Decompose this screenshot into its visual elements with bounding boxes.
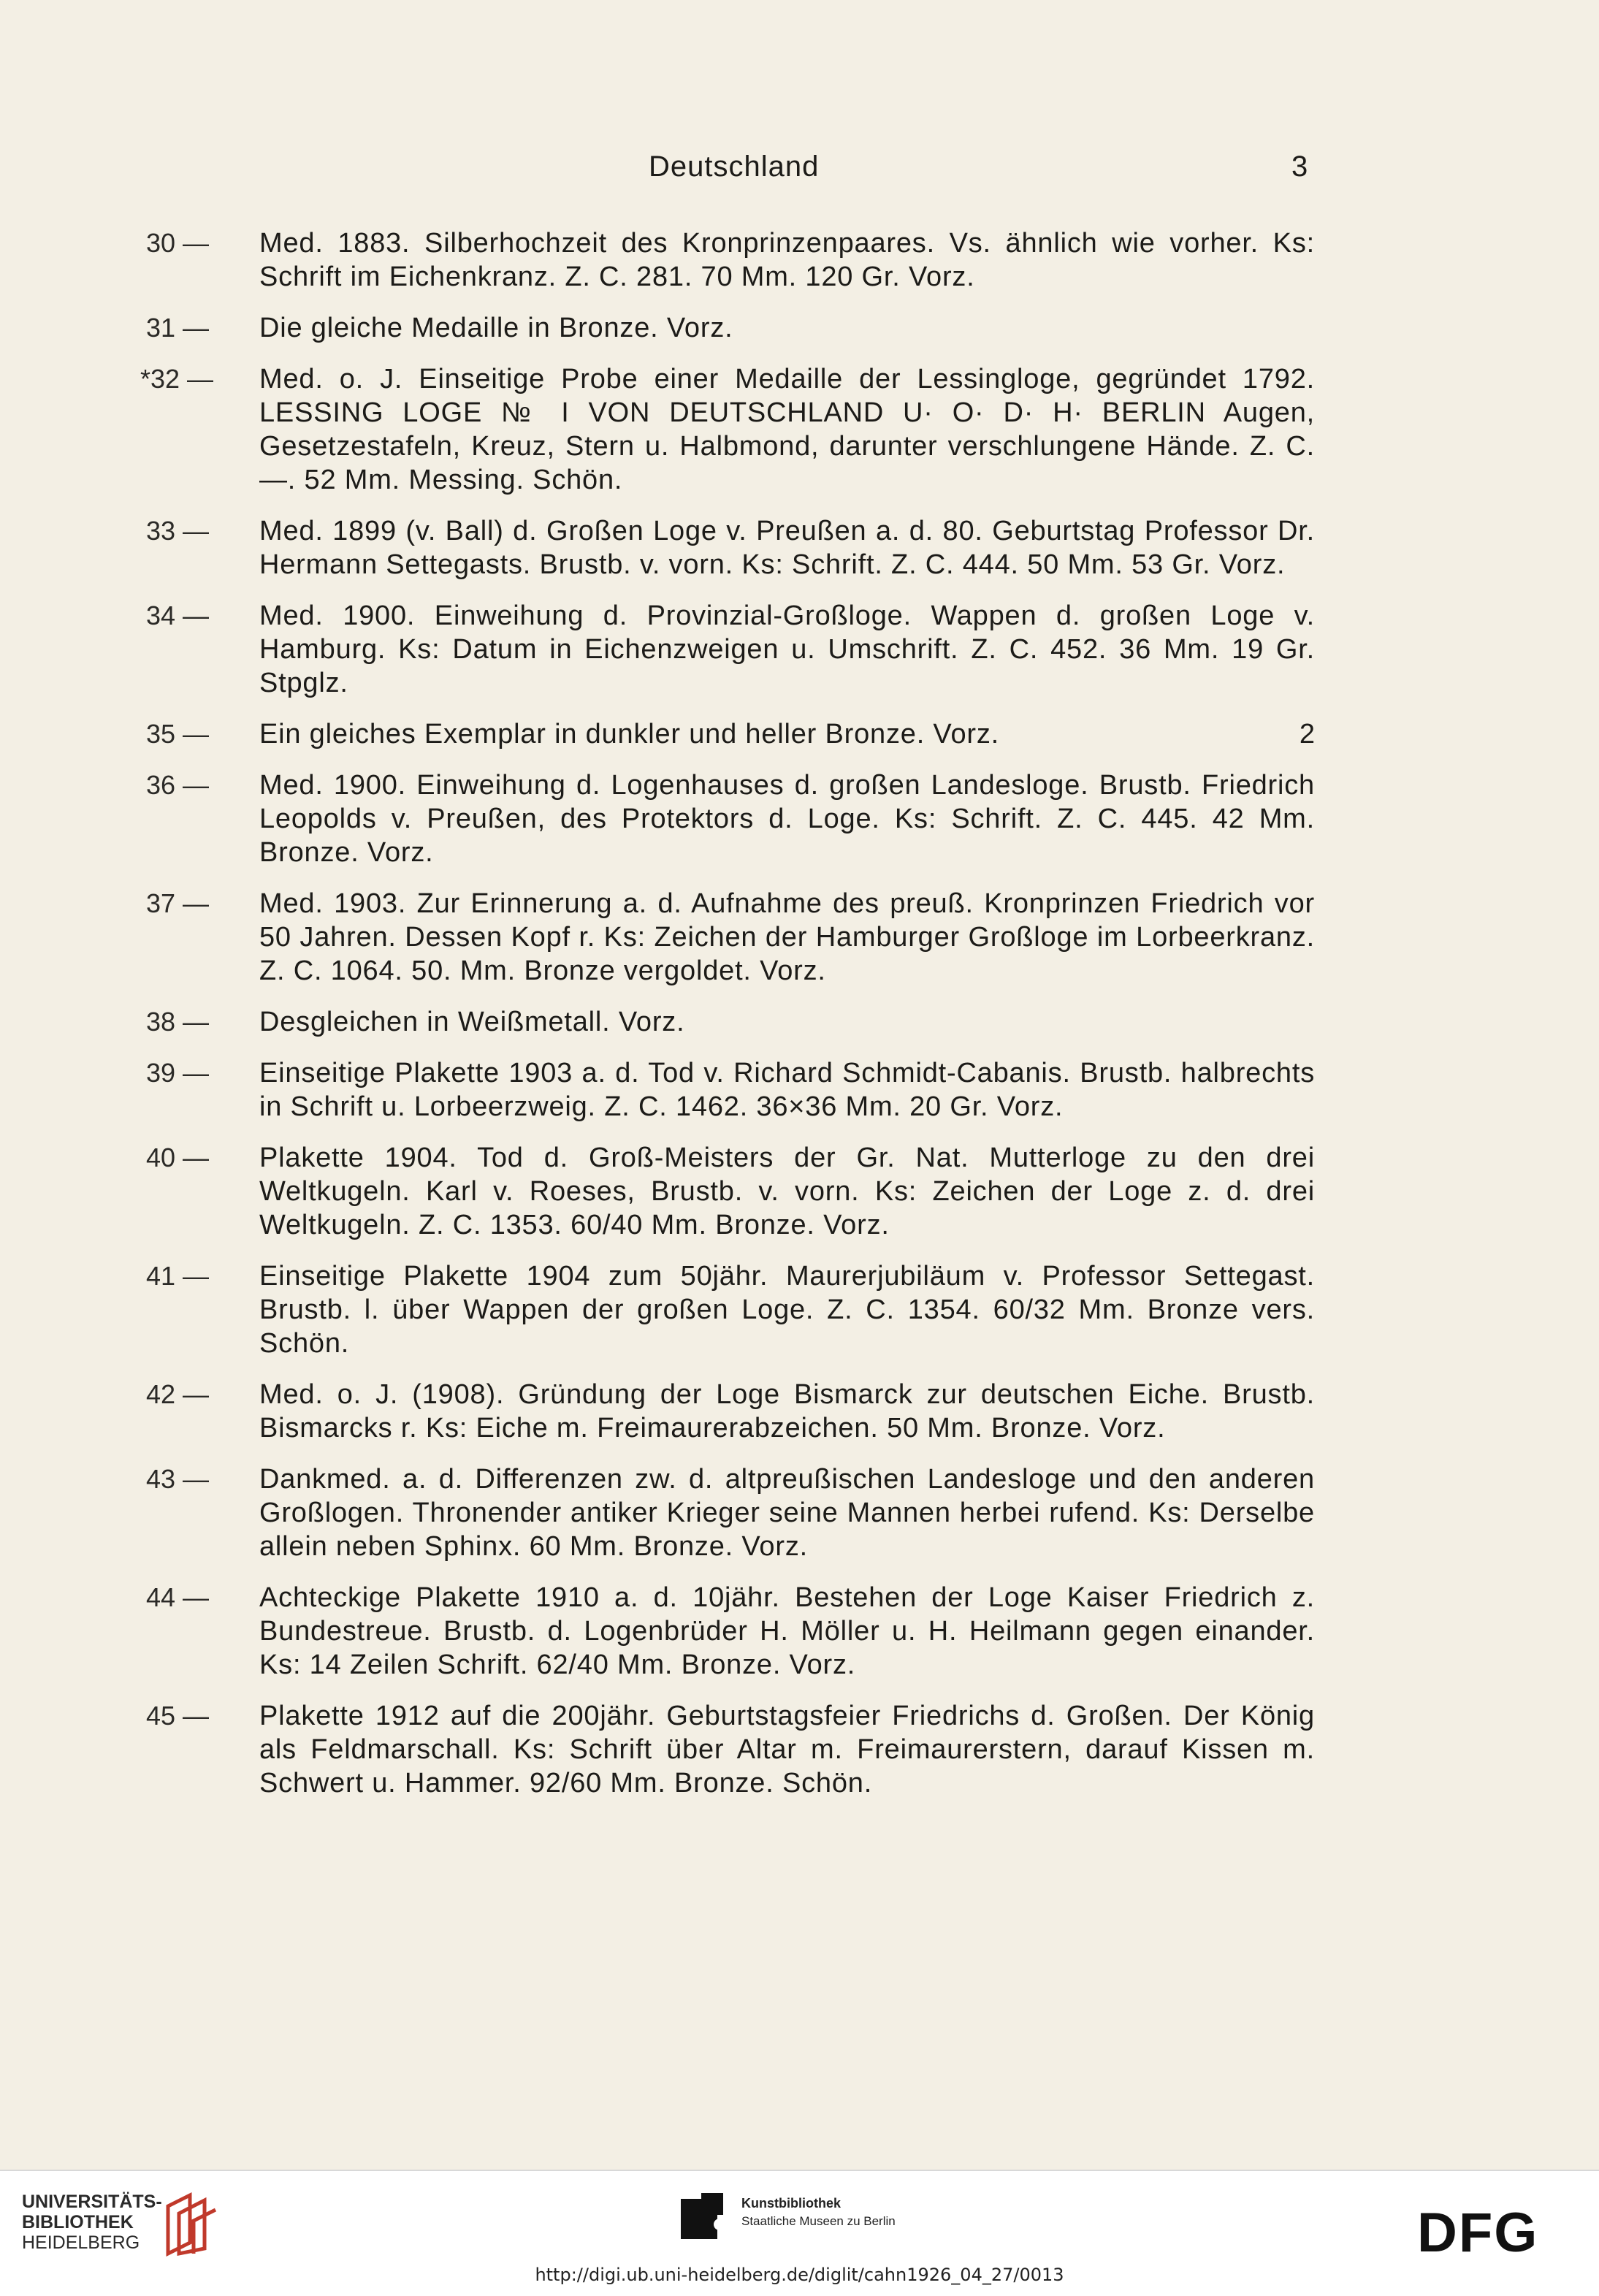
entry-text: Med. 1900. Einweihung d. Logenhauses d. großen Landesloge. Brustb. Friedrich Leopolds v. Preußen, des Protektors d. Loge. Ks: Schrift. Z. C. 445. 42 Mm. Bronze. Vorz. — [259, 770, 1315, 868]
entry-number: 38 — — [146, 1007, 210, 1037]
catalog-entry — [146, 1141, 1315, 1242]
entry-number: 45 — — [146, 1701, 210, 1731]
dfg-wordmark: DFG — [1417, 2208, 1539, 2259]
entry-number: 36 — — [146, 770, 210, 800]
entry-text: Plakette 1904. Tod d. Groß-Meisters der Gr. Nat. Mutterloge zu den drei Weltkugeln. Karl v. Roeses, Brustb. v. vorn. Ks: Zeichen der Loge z. d. drei Weltkugeln. Z. C. 1353. 60/40 Mm. Bronze. Vorz. — [259, 1143, 1315, 1240]
running-head — [0, 150, 1599, 194]
catalog-entry — [146, 1259, 1315, 1360]
catalog-entry — [146, 1056, 1315, 1124]
catalog-entry — [146, 1005, 1315, 1039]
entry-number: 39 — — [146, 1058, 210, 1088]
catalog-entry — [140, 362, 1315, 497]
kunstbibliothek-mark-icon — [679, 2192, 730, 2243]
kunstbibliothek-wordmark — [741, 2194, 896, 2230]
entry-number: 37 — — [146, 888, 210, 918]
entry-text: Med. 1900. Einweihung d. Provinzial-Großloge. Wappen d. großen Loge v. Hamburg. Ks: Datum in Eichenzweigen u. Umschrift. Z. C. 452. 36 Mm. 19 Gr. Stpglz. — [259, 600, 1315, 698]
university-library-wordmark — [22, 2192, 162, 2253]
kunstbibliothek-logo[interactable] — [679, 2192, 972, 2257]
catalog-entry — [146, 1699, 1315, 1800]
permalink-url[interactable]: http://digi.ub.uni-heidelberg.de/diglit/cahn1926_04_27/0013 — [535, 2265, 1064, 2285]
entry-text: Med. 1903. Zur Erinnerung a. d. Aufnahme des preuß. Kronprinzen Friedrich vor 50 Jahren. Dessen Kopf r. Ks: Zeichen der Hamburger Großloge im Lorbeerkranz. Z. C. 1064. 50. Mm. Bronze vergoldet. Vorz. — [259, 888, 1315, 986]
catalog-entry — [146, 768, 1315, 869]
entry-number: 43 — — [146, 1464, 210, 1494]
catalog-entry — [146, 226, 1315, 294]
entry-text: Dankmed. a. d. Differenzen zw. d. altpreußischen Landesloge und den anderen Großlogen. Thronender antiker Krieger seine Mannen herbei rufend. Ks: Derselbe allein neben Sphinx. 60 Mm. Bronze. Vorz. — [259, 1464, 1315, 1562]
page-title: Deutschland — [649, 150, 820, 183]
catalog-entry — [146, 599, 1315, 700]
entry-number: 33 — — [146, 516, 210, 546]
entry-text: Desgleichen in Weißmetall. Vorz. — [259, 1007, 685, 1037]
entry-text: Med. 1883. Silberhochzeit des Kronprinzenpaares. Vs. ähnlich wie vorher. Ks: Schrift im Eichenkranz. Z. C. 281. 70 Mm. 120 Gr. Vorz. — [259, 228, 1315, 292]
entry-text: Achteckige Plakette 1910 a. d. 10jähr. Bestehen der Loge Kaiser Friedrich z. Bundestreue. Brustb. d. Logenbrüder H. Möller u. H. Heilmann gegen einander. Ks: 14 Zeilen Schrift. 62/40 Mm. Bronze. Vorz. — [259, 1582, 1315, 1680]
catalog-entry — [146, 887, 1315, 988]
uni-line-3: HEIDELBERG — [22, 2232, 140, 2253]
catalog-entry — [146, 1378, 1315, 1445]
entry-number: 31 — — [146, 313, 210, 343]
uni-line-1: UNIVERSITÄTS- — [22, 2192, 162, 2212]
catalog-entries — [140, 226, 1315, 1818]
entry-text: Med. o. J. Einseitige Probe einer Medaille der Lessingloge, gegründet 1792. LESSING LOGE № I VON DEUTSCHLAND U· O· D· H· BERLIN Augen, Gesetzestafeln, Kreuz, Stern u. Halbmond, darunter verschlungene Hände. Z. C. —. 52 Mm. Messing. Schön. — [259, 364, 1315, 495]
entry-number: 35 — — [146, 719, 210, 749]
entry-number: 41 — — [146, 1261, 210, 1291]
entry-text: Plakette 1912 auf die 200jähr. Geburtstagsfeier Friedrichs d. Großen. Der König als Feldmarschall. Ks: Schrift über Altar m. Freimaurerstern, darauf Kissen m. Schwert u. Hammer. 92/60 Mm. Bronze. Schön. — [259, 1701, 1315, 1799]
entry-text: Einseitige Plakette 1903 a. d. Tod v. Richard Schmidt-Cabanis. Brustb. halbrechts in Schrift u. Lorbeerzweig. Z. C. 1462. 36×36 Mm. 20 Gr. Vorz. — [259, 1058, 1315, 1122]
entry-text: Einseitige Plakette 1904 zum 50jähr. Maurerjubiläum v. Professor Settegast. Brustb. l. über Wappen der großen Loge. Z. C. 1354. 60/32 Mm. Bronze vers. Schön. — [259, 1261, 1315, 1359]
kb-line-2: Staatliche Museen zu Berlin — [741, 2214, 896, 2228]
entry-price: 2 — [1299, 719, 1315, 750]
catalog-entry — [146, 1462, 1315, 1563]
university-library-logo[interactable] — [22, 2192, 226, 2257]
page-number: 3 — [1291, 150, 1308, 183]
entry-number: 40 — — [146, 1143, 210, 1172]
uni-line-2: BIBLIOTHEK — [22, 2212, 134, 2232]
catalog-entry — [146, 1581, 1315, 1682]
entry-number: 42 — — [146, 1379, 210, 1409]
entry-number: *32 — — [140, 364, 214, 394]
entry-text: Ein gleiches Exemplar in dunkler und heller Bronze. Vorz. — [259, 719, 1000, 750]
footer-bar — [0, 2170, 1599, 2296]
entry-text: Med. o. J. (1908). Gründung der Loge Bismarck zur deutschen Eiche. Brustb. Bismarcks r. Ks: Eiche m. Freimaurerabzeichen. 50 Mm. Bronze. Vorz. — [259, 1379, 1315, 1443]
catalog-entry — [146, 311, 1315, 345]
kb-line-1: Kunstbibliothek — [741, 2196, 841, 2211]
entry-text: Med. 1899 (v. Ball) d. Großen Loge v. Preußen a. d. 80. Geburtstag Professor Dr. Hermann Settegasts. Brustb. v. vorn. Ks: Schrift. Z. C. 444. 50 Mm. 53 Gr. Vorz. — [259, 516, 1315, 580]
entry-text: Die gleiche Medaille in Bronze. Vorz. — [259, 313, 733, 343]
ub-heidelberg-mark-icon — [161, 2192, 219, 2257]
catalog-entry — [146, 717, 1315, 751]
entry-number: 34 — — [146, 600, 210, 630]
entry-number: 44 — — [146, 1582, 210, 1612]
dfg-logo[interactable] — [1417, 2208, 1578, 2259]
entry-number: 30 — — [146, 228, 210, 258]
catalog-entry — [146, 514, 1315, 581]
